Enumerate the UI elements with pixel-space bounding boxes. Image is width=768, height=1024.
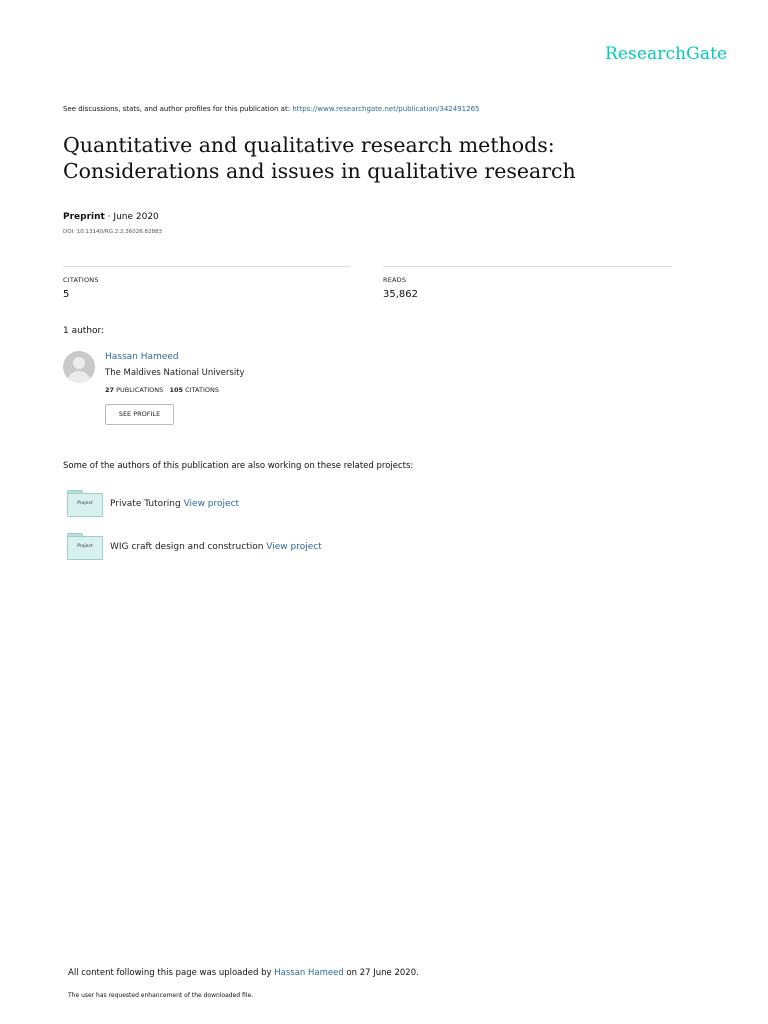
related-project-item [110, 499, 239, 509]
related-projects-heading: Some of the authors of this publication are also working on these related projects: [63, 461, 414, 471]
publication-doi: DOI: 10.13140/RG.2.2.36026.82883 [63, 229, 162, 235]
view-project-link[interactable]: View project [266, 542, 322, 552]
project-folder-icon[interactable] [67, 533, 103, 559]
citations-label: CITATIONS [63, 276, 99, 284]
title-line-2: Considerations and issues in qualitative research [63, 159, 576, 183]
author-stats [105, 386, 219, 394]
uploader-link[interactable]: Hassan Hameed [274, 968, 344, 978]
reads-divider [383, 266, 672, 267]
avatar-head [73, 357, 85, 369]
project-folder-icon[interactable] [67, 490, 103, 516]
author-publications-count: 27 [105, 386, 115, 394]
avatar-body [67, 371, 91, 383]
researchgate-logo[interactable]: ResearchGate [605, 44, 728, 64]
upload-notice-suffix: on 27 June 2020. [343, 968, 419, 978]
project-name: WIG craft design and construction [110, 542, 267, 552]
upload-notice [68, 968, 419, 978]
enhancement-note: The user has requested enhancement of the downloaded file. [68, 992, 254, 999]
citations-value: 5 [63, 289, 70, 300]
see-profile-button[interactable]: SEE PROFILE [105, 404, 174, 425]
author-institution: The Maldives National University [105, 368, 245, 378]
citations-divider [63, 266, 350, 267]
view-project-link[interactable]: View project [183, 499, 240, 509]
publication-type: Preprint [63, 212, 105, 222]
folder-label: Project [77, 544, 93, 549]
folder-label: Project [77, 501, 93, 506]
discussion-notice [63, 105, 480, 113]
author-publications-label: PUBLICATIONS [114, 386, 164, 394]
discussion-notice-text: See discussions, stats, and author profiles for this publication at: [63, 105, 293, 113]
title-line-1: Quantitative and qualitative research methods: [63, 133, 555, 157]
project-name: Private Tutoring [110, 499, 184, 509]
publication-date: · June 2020 [104, 212, 159, 222]
reads-label: READS [383, 276, 407, 284]
reads-value: 35,862 [383, 289, 418, 300]
author-citations-count: 105 [169, 386, 184, 394]
avatar-placeholder-icon[interactable] [63, 351, 95, 383]
authors-heading: 1 author: [63, 326, 105, 336]
upload-notice-prefix: All content following this page was uploaded by [68, 968, 275, 978]
publication-meta [63, 212, 159, 222]
author-citations-label: CITATIONS [183, 386, 219, 394]
publication-title [63, 132, 723, 184]
related-project-item [110, 542, 322, 552]
publication-url-link[interactable]: https://www.researchgate.net/publication/342491265 [292, 105, 480, 113]
author-name-link[interactable]: Hassan Hameed [105, 352, 179, 362]
